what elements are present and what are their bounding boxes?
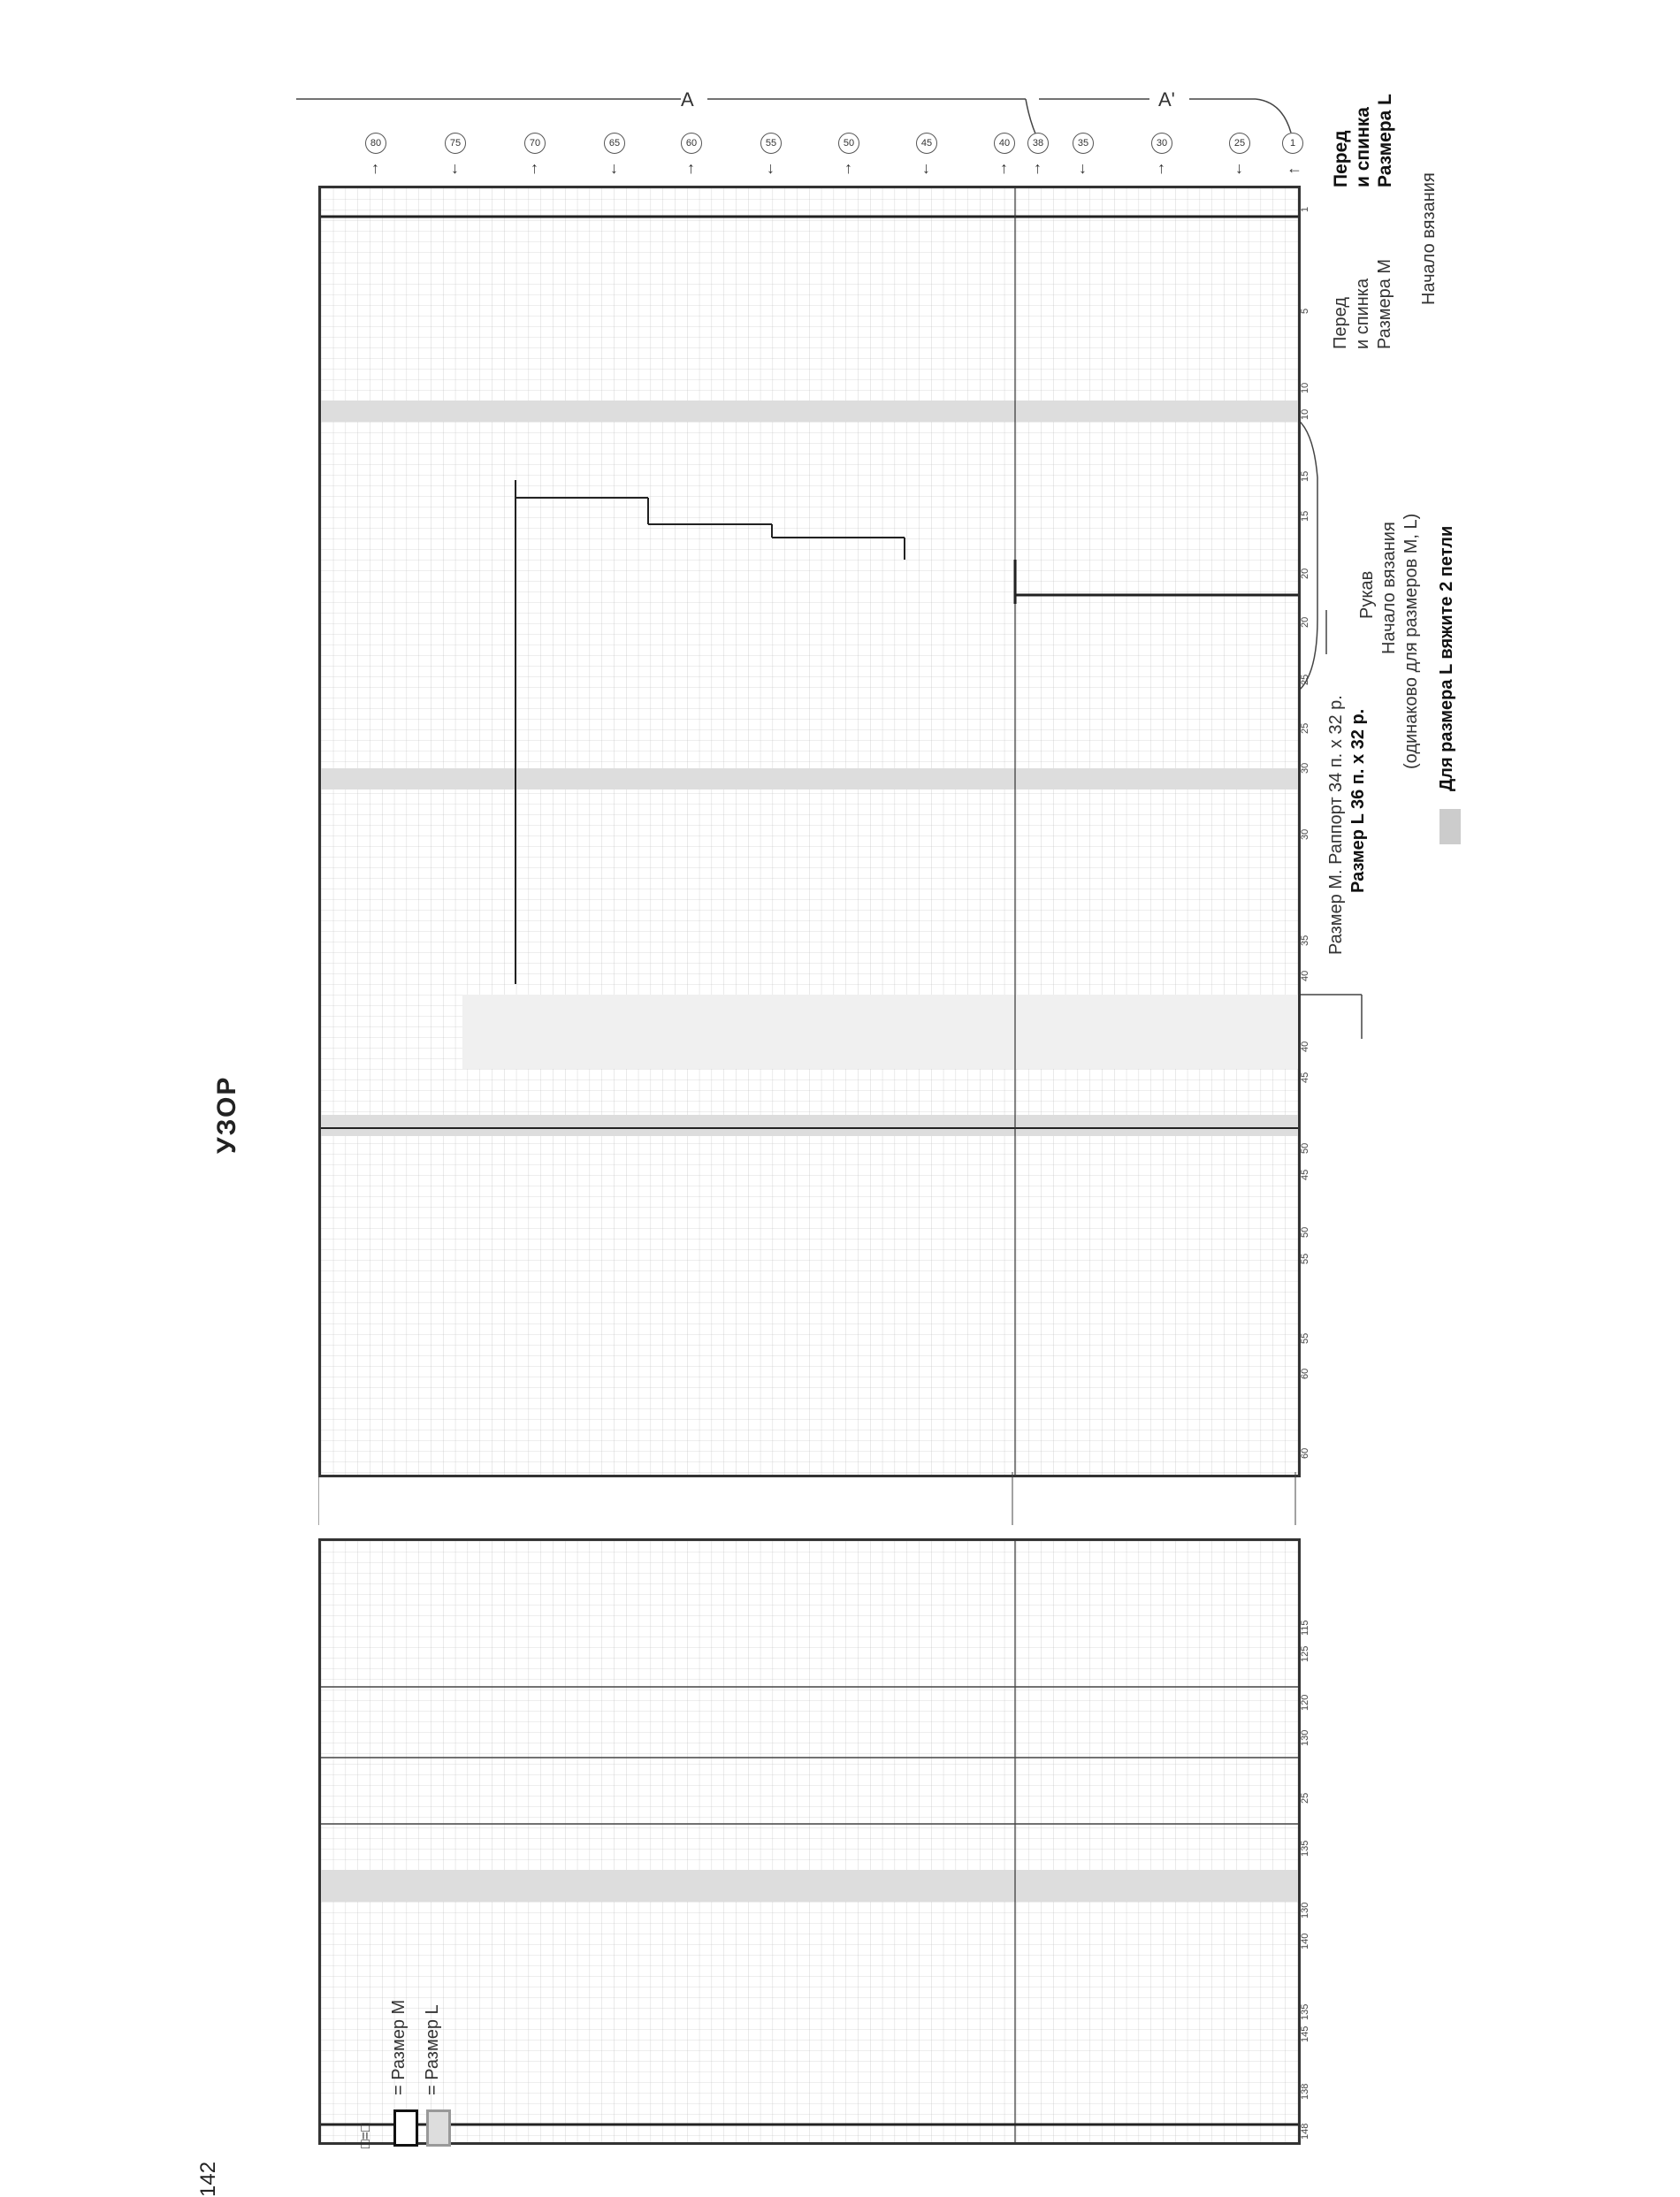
repeat-note-m: Размер М. Раппорт 34 п. х 32 р. — [1326, 695, 1346, 955]
col-30: 30 — [1151, 133, 1172, 154]
row-tick: 145 — [1300, 2025, 1310, 2042]
row-tick: 125 — [1300, 1645, 1310, 1662]
col-75: 75 — [445, 133, 466, 154]
row-tick: 5 — [1300, 308, 1310, 314]
row-tick: 30 — [1300, 762, 1310, 774]
row-tick: 20 — [1300, 616, 1310, 628]
legend-size-m-label: = Размер М — [389, 1999, 409, 2095]
arrow-down-icon: ↓ — [1235, 159, 1243, 177]
front-back-l-line1: Перед — [1331, 130, 1351, 187]
row-tick: 55 — [1300, 1253, 1310, 1264]
page-number: 142 — [196, 2161, 220, 2197]
front-back-m-line2: и спинка — [1353, 278, 1372, 349]
col-70: 70 — [524, 133, 546, 154]
start-knitting-label: Начало вязания — [1419, 172, 1439, 305]
arrow-up-icon: ↑ — [844, 159, 852, 177]
arrow-up-icon: ↑ — [1000, 159, 1008, 177]
row-tick: 60 — [1300, 1368, 1310, 1379]
pattern-chart-upper — [318, 186, 1301, 1477]
size-l-note: Для размера L вяжите 2 петли — [1437, 525, 1456, 791]
col-1: 1 — [1282, 133, 1303, 154]
arrow-up-icon: ↑ — [687, 159, 695, 177]
row-tick: 130 — [1300, 1902, 1310, 1919]
row-tick: 140 — [1300, 1933, 1310, 1949]
arrow-down-icon: ↓ — [1079, 159, 1087, 177]
arrow-down-icon: ↓ — [451, 159, 459, 177]
arrow-left-icon: ← — [1287, 159, 1302, 177]
row-tick: 135 — [1300, 2003, 1310, 2020]
row-tick: 35 — [1300, 934, 1310, 946]
row-tick: 30 — [1300, 828, 1310, 840]
row-tick: 50 — [1300, 1226, 1310, 1238]
row-tick: 40 — [1300, 970, 1310, 981]
row-tick: 15 — [1300, 470, 1310, 482]
chart-grid-upper — [321, 188, 1298, 1475]
repeat-note-l: Размер L 36 п. х 32 р. — [1348, 708, 1368, 893]
row-tick: 25 — [1300, 722, 1310, 734]
arrow-up-icon: ↑ — [1157, 159, 1165, 177]
row-tick: 25 — [1300, 1792, 1310, 1804]
front-back-m-line3: Размера M — [1375, 258, 1394, 349]
sleeve-start-label: Начало вязания — [1379, 522, 1399, 654]
legend-equals: □=□ — [358, 2123, 373, 2148]
row-tick: 135 — [1300, 1840, 1310, 1857]
row-tick: 45 — [1300, 1072, 1310, 1083]
row-tick: 10 — [1300, 382, 1310, 393]
row-tick: 120 — [1300, 1694, 1310, 1711]
row-tick: 45 — [1300, 1169, 1310, 1180]
front-back-l-line2: и спинка — [1353, 107, 1373, 187]
col-38: 38 — [1027, 133, 1049, 154]
col-35: 35 — [1073, 133, 1094, 154]
arrow-up-icon: ↑ — [1034, 159, 1042, 177]
arrow-down-icon: ↓ — [922, 159, 930, 177]
row-tick: 55 — [1300, 1332, 1310, 1344]
row-tick: 15 — [1300, 510, 1310, 522]
chart-grid-lower — [321, 1541, 1298, 2142]
row-tick: 148 — [1300, 2123, 1310, 2140]
col-80: 80 — [365, 133, 386, 154]
repeat-a-prime-label: A' — [1158, 88, 1175, 111]
legend-size-l-box — [426, 2109, 451, 2147]
col-40: 40 — [994, 133, 1015, 154]
legend-size-l-label: = Размер L — [423, 2004, 442, 2095]
sleeve-label: Рукав — [1357, 570, 1377, 619]
repeat-a-label: A — [681, 88, 694, 111]
row-tick: 50 — [1300, 1142, 1310, 1154]
row-tick: 10 — [1300, 408, 1310, 420]
legend-size-m-box — [393, 2109, 418, 2147]
arrow-up-icon: ↑ — [531, 159, 538, 177]
col-60: 60 — [681, 133, 702, 154]
row-tick: 20 — [1300, 568, 1310, 579]
arrow-down-icon: ↓ — [767, 159, 775, 177]
page-title: УЗОР — [212, 1075, 241, 1154]
right-braces — [1291, 177, 1424, 1326]
arrow-down-icon: ↓ — [610, 159, 618, 177]
row-tick: 40 — [1300, 1041, 1310, 1052]
chart-separator — [318, 1472, 1379, 1543]
col-55: 55 — [760, 133, 782, 154]
front-back-l-line3: Размера L — [1375, 94, 1395, 187]
col-65: 65 — [604, 133, 625, 154]
arrow-up-icon: ↑ — [371, 159, 379, 177]
front-back-m-line1: Перед — [1331, 297, 1350, 349]
sleeve-note: (одинаково для размеров M, L) — [1401, 513, 1421, 769]
row-tick: 60 — [1300, 1447, 1310, 1459]
row-tick: 130 — [1300, 1729, 1310, 1746]
col-45: 45 — [916, 133, 937, 154]
row-tick: 25 — [1300, 674, 1310, 685]
row-tick: 138 — [1300, 2083, 1310, 2100]
repeat-brackets — [0, 0, 1680, 177]
row-tick: 1 — [1300, 206, 1310, 212]
size-l-swatch — [1439, 809, 1461, 844]
col-50: 50 — [838, 133, 859, 154]
col-25: 25 — [1229, 133, 1250, 154]
row-tick: 115 — [1300, 1620, 1310, 1636]
pattern-chart-lower — [318, 1538, 1301, 2145]
